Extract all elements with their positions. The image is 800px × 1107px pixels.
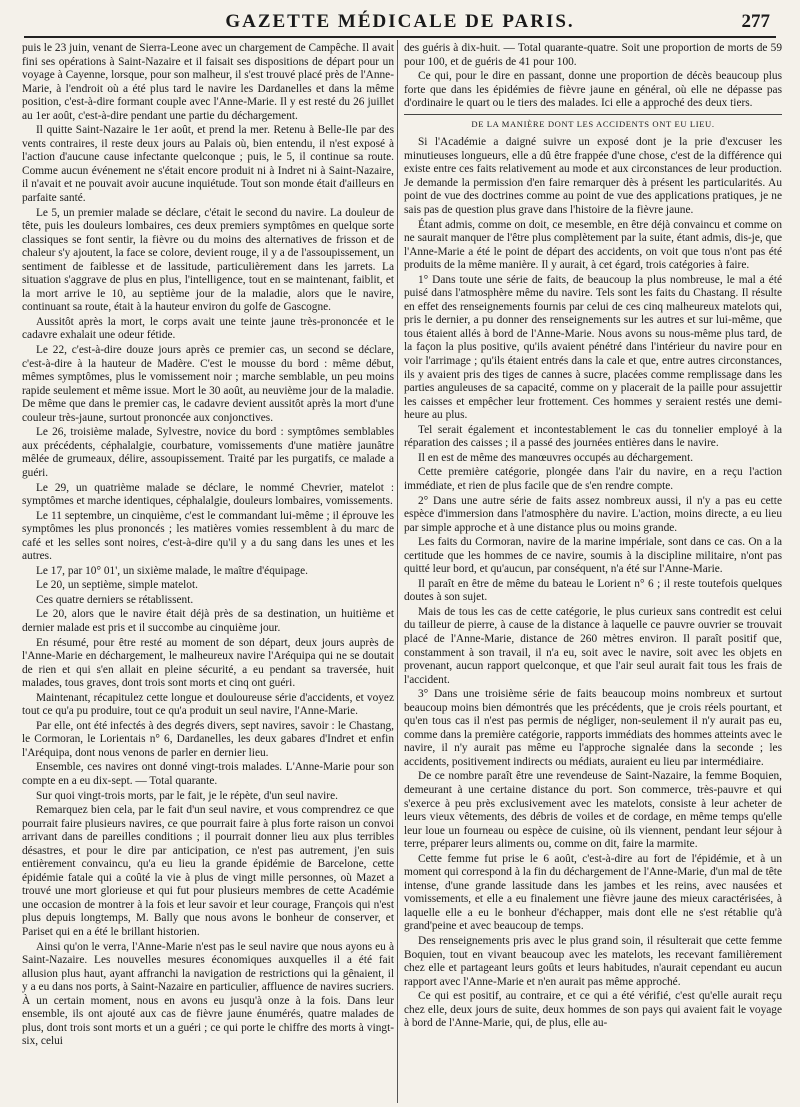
paragraph: Il quitte Saint-Nazaire le 1er août, et prend la mer. Retenu à Belle-Ile par des vents contraires, il reste deux jours au Palais où, bien entendu, il n'est exposé à l'action d'aucune cause infectante quelconque ; puis, le 5, il continue sa route. Comme aucun événement ne s'était encore produit ni à Indret ni à Saint-Nazaire, il n'avait et ne pouvait avoir aucune inquiétude. Tout son monde était d'ailleurs en parfaite santé. [22,124,394,205]
paragraph: Ces quatre derniers se rétablissent. [36,593,194,606]
paragraph: Ainsi qu'on le verra, l'Anne-Marie n'est pas le seul navire que nous ayons eu à Saint-Nazaire. Les nouvelles mesures économiques auxquelles il a été fait allusion plus haut, ayant affranchi la navigation de restrictions qui la gênaient, il y a eu dans nos ports, à Saint-Nazaire en particulier, affluence de navires sucriers. À un certain moment, nous en avons eu jusqu'à onze à la fois. Dans leur ensemble, ils ont ajouté aux cas de fièvre jaune énumérés, quatre malades de plus, dont trois sont morts et un a guéri ; ce qui porte le chiffre des morts à vingt-six, celui [22,940,394,1048]
paragraph: Ensemble, ces navires ont donné vingt-trois malades. L'Anne-Marie pour son compte en a eu dix-sept. — Total quarante. [22,761,394,787]
column-divider [397,40,398,1103]
paragraph: Tel serait également et incontestablement le cas du tonnelier employé à la réparation des caisses ; il a passé des journées entières dans le navire. [404,423,782,450]
paragraph: 3° Dans une troisième série de faits beaucoup moins nombreux et surtout beaucoup moins bien démontrés que les précédents, que je crois réels pourtant, et qu'en tous cas il n'est pas permis de négliger, non-seulement il n'y aurait pas eu, comme dans la première catégorie, rapports immédiats des hommes atteints avec le navire, il n'y aurait pas même eu l'approche signalée dans la seconde ; les accidents, positivement indirects ou médiats, auraient eu lieu par intermédiaire. [404,688,782,768]
paragraph: Le 20, alors que le navire était déjà près de sa destination, un huitième et dernier malade est pris et il succombe au cinquième jour. [22,608,394,634]
paragraph: des guéris à dix-huit. — Total quarante-quatre. Soit une proportion de morts de 59 pour 100, et de guéris de 41 pour 100. [404,42,782,68]
paragraph: 1° Dans toute une série de faits, de beaucoup la plus nombreuse, le mal a été puisé dans l'atmosphère même du navire. Tels sont les faits du Chastang. Il résulte en effet des renseignements fournis par celui de ces cinq malheureux matelots qui, pris le dernier, a pu donner des renseignements sur les autres et sur lui-même, que tous étaient allés à bord de l'Anne-Marie. Nous avons su nous-même plus tard, de la façon la plus positive, qu'ils avaient pénétré dans l'intérieur du navire pour en voir l'arrimage ; qu'ils étaient entrés dans la cale et que, entre autres circonstances, ils y avaient pris des tiges de cannes à sucre, placées comme remplissage dans les parties anguleuses de sa capacité, comme on y placerait de la paille pour assujettir les caisses et empêcher leur frottement. Ces hommes y seraient restés une demi-heure au plus. [404,273,782,422]
paragraph: Maintenant, récapitulez cette longue et douloureuse série d'accidents, et voyez tout ce qu'a pu produire, tout ce qu'a produit un seul navire, l'Anne-Marie. [22,691,394,718]
page-header [24,8,776,38]
paragraph: Ce qui est positif, au contraire, et ce qui a été vérifié, c'est qu'elle aurait reçu chez elle, deux jours de suite, deux hommes de son pays qui avaient fait le voyage à bord de l'Anne-Marie, qui, de plus, elle au- [404,990,782,1030]
paragraph: Les faits du Cormoran, navire de la marine impériale, sont dans ce cas. On a la certitude que les hommes de ce navire, soumis à la discipline militaire, n'ont pas quitté leur bord, et qu'aucun, par conséquent, n'a été sur l'Anne-Marie. [404,536,782,576]
paragraph: Étant admis, comme on doit, ce mesemble, en être déjà convaincu et comme on ne saurait manquer de l'être plus complètement par la suite, étant admis, dis-je, que l'Anne-Marie a été le point de départ des accidents, on voit que tous n'ont pas été produits de la même manière. Il y aurait, à cet égard, trois catégories à faire. [404,218,782,272]
paragraph: Cette femme fut prise le 6 août, c'est-à-dire au fort de l'épidémie, et à un moment qui correspond à la fin du déchargement de l'Anne-Marie, d'un mal de tête intense, d'une grande lassitude dans les jambes et les reins, avec nausées et vomissements, et elle a eu finalement une fièvre jaune des mieux caractérisées, à laquelle elle a eu le bonheur d'échapper, mais dont elle ne s'est rétablie qu'à grand'peine et avec beaucoup de temps. [404,852,782,933]
paragraph: De ce nombre paraît être une revendeuse de Saint-Nazaire, la femme Boquien, demeurant à une certaine distance du port. Son commerce, très-pauvre et qui s'exerce à peu près exclusivement avec les matelots, consiste à leur acheter de leurs vieux vêtements, des débris de voiles et de cordage, en même temps qu'elle leur loue un fourneau ou espèce de cuisine, où ils viennent, pendant leur séjour à terre, préparer leurs aliments ou, comme on dit, faire la marmite. [404,770,782,851]
paragraph: Le 17, par 10° 01', un sixième malade, le maître d'équipage. [36,564,308,577]
left-column [22,42,394,1101]
paragraph: En résumé, pour être resté au moment de son départ, deux jours auprès de l'Anne-Marie en déchargement, le malheureux navire l'Aréquipa qui ne se doutait de rien et qui s'en allait en pleine sécurité, a eu pendant sa traversée, huit malades, tous graves, dont trois sont morts et cinq ont guéri. [22,636,394,690]
paragraph: Des renseignements pris avec le plus grand soin, il résulterait que cette femme Boquien, tout en vivant beaucoup avec les matelots, les recevant familièrement chez elle et partageant leurs goûts et leurs habitudes, n'aurait cependant eu aucun rapport avec l'Anne-Marie et n'en aurait pas même approché. [404,935,782,988]
paragraph: Il paraît en être de même du bateau le Lorient n° 6 ; il reste toutefois quelques doutes à son sujet. [404,577,782,604]
paragraph: Mais de tous les cas de cette catégorie, le plus curieux sans contredit est celui du tailleur de pierre, à cause de la distance à laquelle ce pauvre ouvrier se trouvait placé de l'Anne-Marie, distance de 260 mètres environ. Il paraît positif que, constamment à son travail, il n'a eu, soit avec le navire, soit avec les objets en provenant, aucun rapport quelconque, et que l'air seul aurait fait tous les frais de l'accident. [404,605,782,686]
paragraph: Le 11 septembre, un cinquième, c'est le commandant lui-même ; il éprouve les symptômes les plus prononcés ; les matières vomies ressemblent à du marc de café et les selles sont noires, c'est-à-dire qu'il y a du sang dans les unes et les autres. [22,509,394,563]
paragraph: Il en est de même des manœuvres occupés au déchargement. [418,451,694,464]
paragraph: Cette première catégorie, plongée dans l'air du navire, en a reçu l'action immédiate, et rien de plus facile que de s'en rendre compte. [404,466,782,492]
section-heading: DE LA MANIÈRE DONT LES ACCIDENTS ONT EU LIEU. [404,118,782,132]
paragraph: Le 22, c'est-à-dire douze jours après ce premier cas, un second se déclare, c'est-à-dire à la hauteur de Madère. C'est le mousse du bord : même début, mêmes symptômes, plus le vomissement noir ; marche semblable, un peu moins rapide seulement et même issue. Mort le 30 août, au neuvième jour de la maladie. De même que dans le premier cas, le cadavre devient aussitôt après la mort d'une couleur très-jaune, surtout prononcée aux conjonctives. [22,344,394,424]
journal-title: GAZETTE MÉDICALE DE PARIS. [225,11,575,32]
paragraph: Remarquez bien cela, par le fait d'un seul navire, et vous comprendrez ce que pourrait faire plusieurs navires, ce que pourrait faire à plus forte raison un convoi arrivant dans de pareilles conditions ; il pourrait donner lieu aux plus terribles désastres, et pour le dire par anticipation, ce n'est pas autrement, j'en suis entièrement convaincu, qu'a eu lieu la grande épidémie de Barcelone, cette épidémie fatale qui a coûté la vie à plus de vingt mille personnes, où Mazet a trouvé une mort glorieuse et qui fut pour plusieurs membres de cette Académie une occasion de montrer à la fois et leur savoir et leur courage, François qui n'est plus depuis longtemps, M. Bally que nous avons le bonheur de conserver, et Pariset qui en a été le brillant historien. [22,804,394,938]
paragraph: Si l'Académie a daigné suivre un exposé dont je la prie d'excuser les minutieuses longueurs, elle a dû être frappée d'une chose, c'est de la différence qui existe entre ces faits relativement au mode et aux circonstances de leur production. Je demande la permission d'en faire remarquer dès à présent les particularités. Au point de vue des doctrines comme au point de vue des applications pratiques, je ne sais pas de question plus grave dans l'histoire de la fièvre jaune. [404,136,782,217]
paragraph: Le 5, un premier malade se déclare, c'était le second du navire. La douleur de tête, puis les douleurs lombaires, ces deux premiers symptômes en quelque sorte classiques se font sentir, la fièvre ou du moins des alternatives de frisson et de chaleur s'y ajoutent, la face se colore, devient rouge, il y a de l'assoupissement, un sentiment de faiblesse et de lassitude, particulièrement dans les jarrets. La situation s'aggrave de plus en plus, l'intelligence, tout en se maintenant, faiblit, et la mort arrive le 10, au septième jour de la maladie, alors que le navire, continuant sa route, était à la hauteur environ du golfe de Gascogne. [22,206,394,314]
paragraph: puis le 23 juin, venant de Sierra-Leone avec un chargement de Campêche. Il avait fini ses opérations à Saint-Nazaire et il faisait ses dispositions de départ pour un voyage à Cayenne, lorsque, pour son malheur, il s'est trouvé placé près de l'Anne-Marie, à l'endroit où a été plus tard le navire les Dardanelles et dans la même position, c'est-à-dire formant couple avec l'Anne-Marie. Il y est resté du 26 juillet au 1er août, c'est-à-dire pendant une partie du déchargement. [22,42,394,122]
paragraph: Sur quoi vingt-trois morts, par le fait, je le répète, d'un seul navire. [36,789,338,802]
paragraph: Par elle, ont été infectés à des degrés divers, sept navires, savoir : le Chastang, le Cormoran, le Lorientais n° 6, Dardanelles, les deux gabares d'Indret et enfin l'Aréquipa, dont nous venons de parler en dernier lieu. [22,719,394,759]
paragraph: 2° Dans une autre série de faits assez nombreux aussi, il n'y a pas eu cette espèce d'immersion dans l'atmosphère du navire. L'action, moins directe, a eu lieu par simple approche et à une distance plus ou moins grande. [404,494,782,534]
page-number: 277 [741,11,770,32]
right-column [404,42,782,1101]
paragraph: Le 26, troisième malade, Sylvestre, novice du bord : symptômes semblables aux précédents, céphalalgie, courbature, vomissements d'une matière jaunâtre mêlée de grumeaux, délire, assoupissement. Traité par les purgatifs, ce malade a guéri. [22,426,394,479]
paragraph: Ce qui, pour le dire en passant, donne une proportion de décès beaucoup plus forte que dans les épidémies de fièvre jaune en général, où elle ne dépasse pas d'ordinaire le quart ou le tiers des malades. Ici elle a approché des deux tiers. [404,70,782,110]
paragraph: Le 20, un septième, simple matelot. [36,579,198,592]
paragraph: Aussitôt après la mort, le corps avait une teinte jaune très-prononcée et le cadavre exhalait une odeur fétide. [22,315,394,342]
paragraph: Le 29, un quatrième malade se déclare, le nommé Chevrier, matelot : symptômes et marche identiques, céphalalgie, douleurs lombaires, vomissements. [22,481,394,508]
